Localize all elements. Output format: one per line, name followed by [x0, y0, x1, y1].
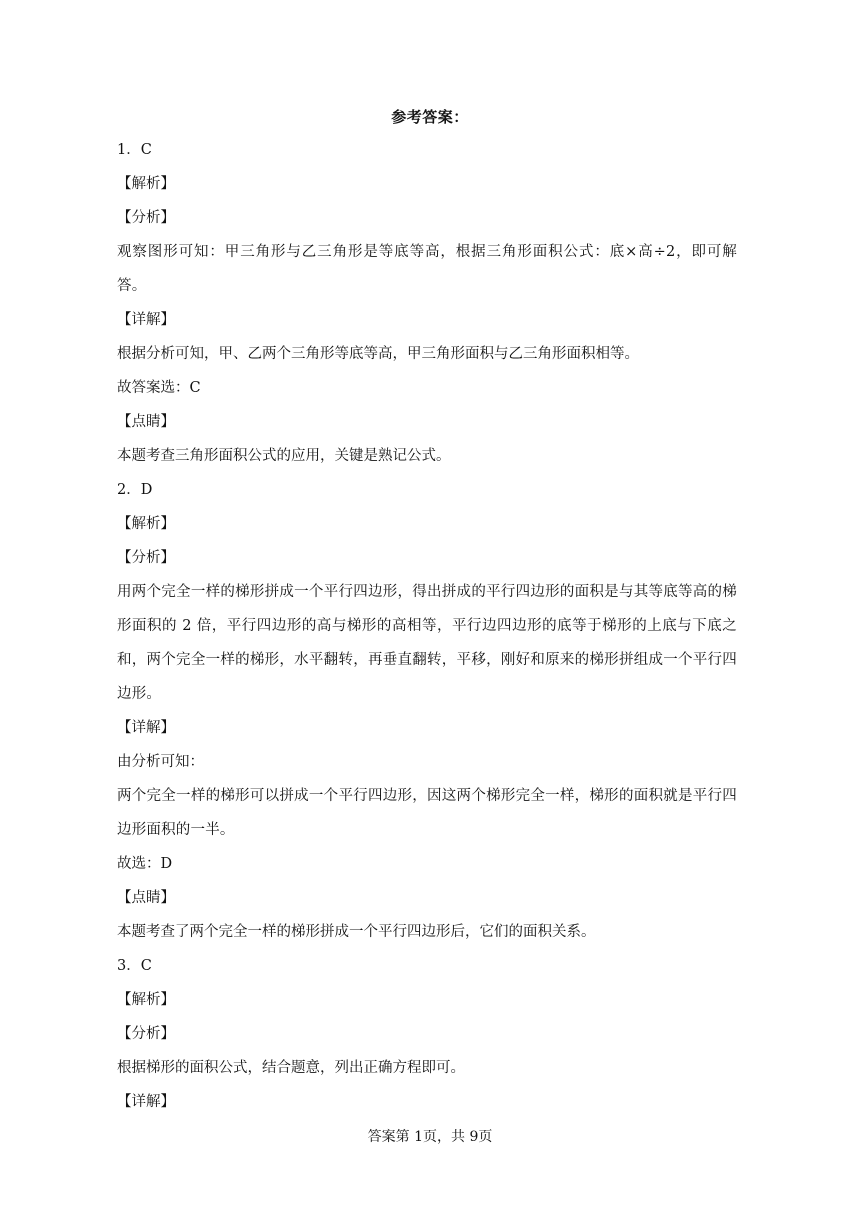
answer-content	[117, 133, 737, 1119]
q2-answer-text: 故选：D	[117, 856, 173, 872]
q1-analysis-text: 观察图形可知：甲三角形与乙三角形是等底等高，根据三角形面积公式：底×高÷2，即可解答。	[117, 244, 737, 294]
q2-jiexi-heading: 【解析】	[117, 516, 175, 532]
q1-detail-text: 根据分析可知，甲、乙两个三角形等底等高，甲三角形面积与乙三角形面积相等。	[117, 346, 639, 362]
q2-comment-text: 本题考查了两个完全一样的梯形拼成一个平行四边形后，它们的面积关系。	[117, 924, 596, 940]
q3-analysis-text: 根据梯形的面积公式，结合题意，列出正确方程即可。	[117, 1060, 465, 1076]
q3-xiangjie-heading: 【详解】	[117, 1094, 175, 1110]
q1-comment-text: 本题考查三角形面积公式的应用，关键是熟记公式。	[117, 448, 451, 464]
q2-fenxi-heading: 【分析】	[117, 550, 175, 566]
q3-number: 3．C	[117, 958, 152, 974]
q2-analysis-text: 用两个完全一样的梯形拼成一个平行四边形，得出拼成的平行四边形的面积是与其等底等高的梯形面积的 2 倍，平行四边形的高与梯形的高相等，平行边四边形的底等于梯形的上底与下底之和，两个完全一样的梯形，水平翻转，再垂直翻转，平移，刚好和原来的梯形拼组成一个平行四边形。	[117, 584, 737, 702]
q1-xiangjie-heading: 【详解】	[117, 312, 175, 328]
q2-number: 2．D	[117, 482, 153, 498]
q1-answer-text: 故答案选：C	[117, 380, 201, 396]
q2-xiangjie-heading: 【详解】	[117, 720, 175, 736]
q1-jiexi-heading: 【解析】	[117, 176, 175, 192]
q1-fenxi-heading: 【分析】	[117, 210, 175, 226]
q1-dianjing-heading: 【点睛】	[117, 414, 175, 430]
page-title: 参考答案：	[391, 108, 469, 126]
q3-fenxi-heading: 【分析】	[117, 1026, 175, 1042]
q1-number: 1．C	[117, 142, 152, 158]
q3-jiexi-heading: 【解析】	[117, 992, 175, 1008]
page-footer: 答案第 1页，共 9页	[367, 1129, 493, 1145]
q2-detail-intro: 由分析可知：	[117, 754, 204, 770]
q2-dianjing-heading: 【点睛】	[117, 890, 175, 906]
q2-detail-text: 两个完全一样的梯形可以拼成一个平行四边形，因这两个梯形完全一样，梯形的面积就是平行四边形面积的一半。	[117, 788, 737, 838]
